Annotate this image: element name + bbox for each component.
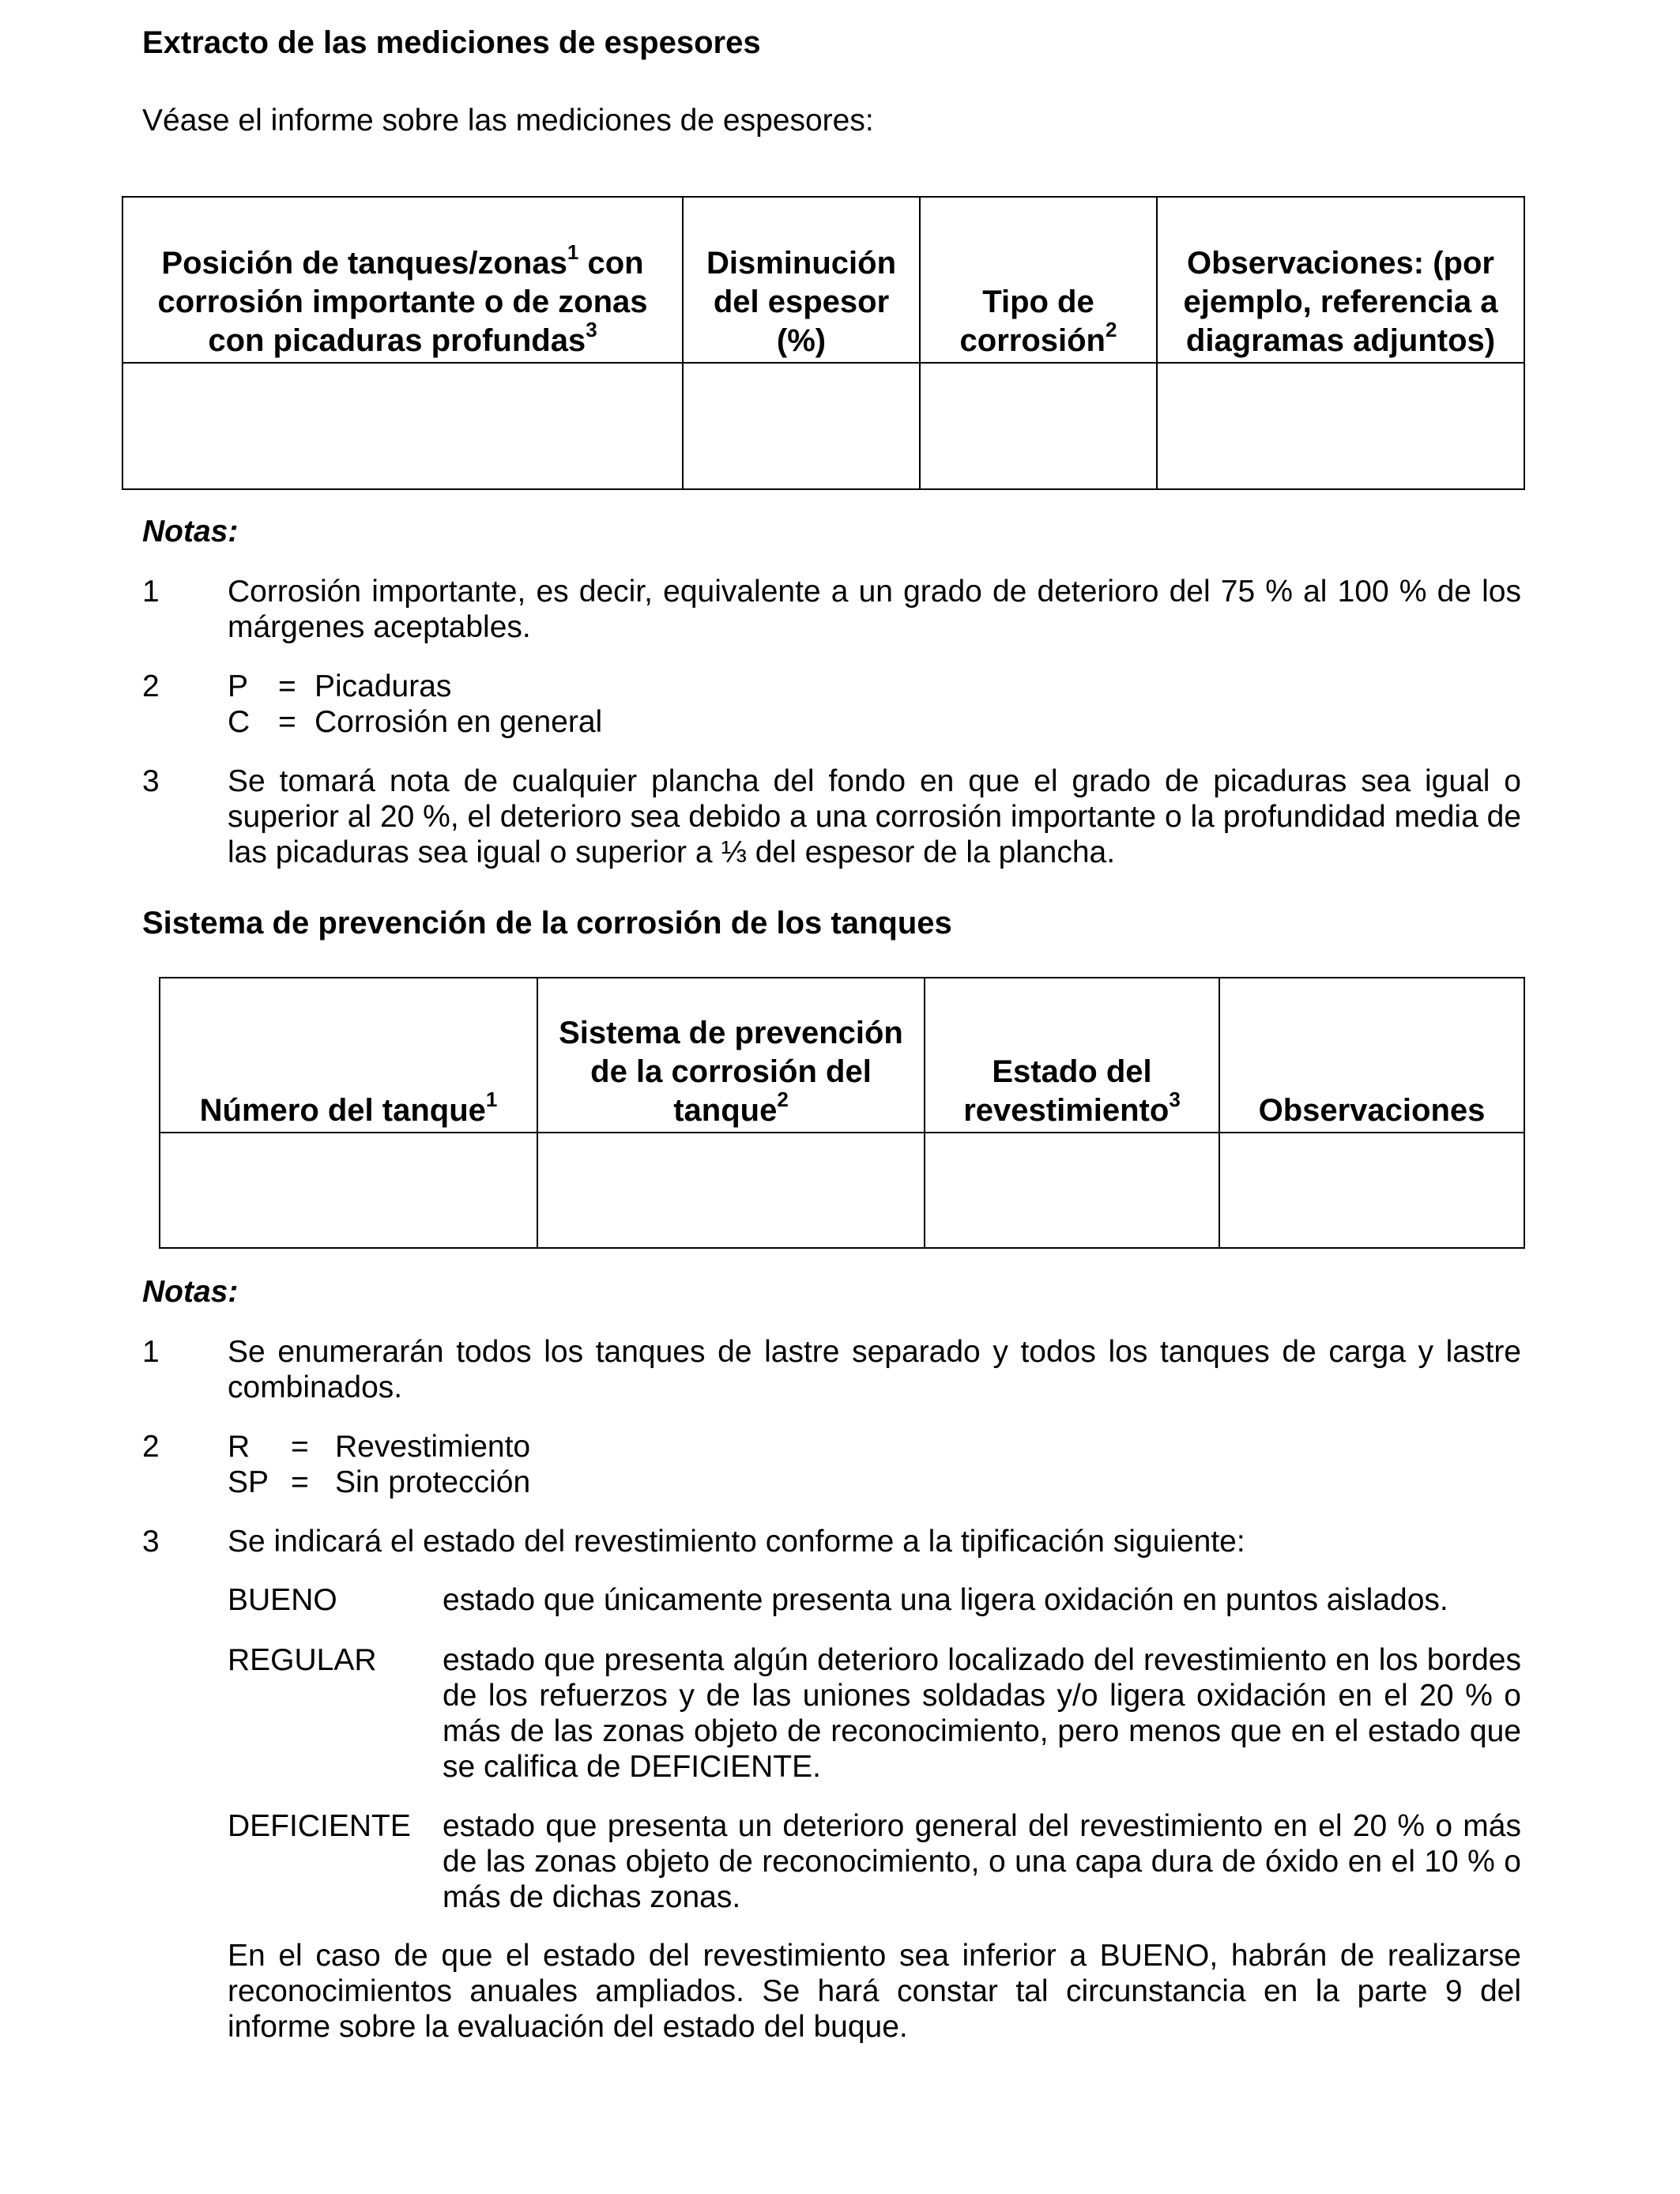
- intro-text: Véase el informe sobre las mediciones de espesores:: [142, 104, 874, 138]
- table-cell[interactable]: [1219, 1133, 1524, 1248]
- note-number: 3: [142, 1525, 160, 1559]
- header-coating-state: Estado del revestimiento$^3$: [925, 978, 1219, 1133]
- note-number: 1: [142, 1335, 160, 1369]
- table-cell[interactable]: [537, 1133, 925, 1248]
- condition-text: estado que únicamente presenta una ligera oxidación en puntos aislados.: [443, 1583, 1448, 1617]
- note-text: Se tomará nota de cualquier plancha del fondo en que el grado de picaduras sea igual o superior al 20 %, el deterioro sea debido a una corrosión importante o la profundidad media de las picaduras sea igual o superior a ⅓ del espesor de la plancha.: [228, 764, 1521, 869]
- definition-row: SP = Sin protección: [228, 1465, 531, 1499]
- definition-row: C = Corrosión en general: [228, 705, 603, 739]
- table-cell[interactable]: [920, 363, 1157, 489]
- notes-title: Notas:: [142, 515, 239, 548]
- notes-title: Notas:: [142, 1275, 239, 1309]
- table-row: [160, 1133, 1524, 1248]
- definition-list: [228, 1429, 1521, 1500]
- thickness-table: [122, 196, 1525, 490]
- section-heading-thickness: Extracto de las mediciones de espesores: [142, 25, 761, 60]
- condition-key: DEFICIENTE: [228, 1809, 411, 1843]
- definition-row: R = Revestimiento: [228, 1430, 531, 1464]
- header-thickness-reduction: Disminución del espesor (%): [683, 197, 920, 363]
- table-row: [122, 363, 1524, 489]
- condition-key: BUENO: [228, 1583, 337, 1617]
- table-cell[interactable]: [683, 363, 920, 489]
- header-corrosion-type: Tipo de corrosión$^2$: [920, 197, 1157, 363]
- condition-text: estado que presenta algún deterioro localizado del revestimiento en los bordes de los refuerzos y de las uniones soldadas y/o ligera oxidación en el 20 % o más de las zonas objeto de reconocimiento, pero menos que en el estado que se califica de DEFICIENTE.: [443, 1643, 1521, 1784]
- table-header-row: [160, 978, 1524, 1133]
- note-text: Corrosión importante, es decir, equivalente a un grado de deterioro del 75 % al 100 % de los márgenes aceptables.: [228, 575, 1521, 644]
- condition-key: REGULAR: [228, 1643, 377, 1677]
- note-text: Se enumerarán todos los tanques de lastre separado y todos los tanques de carga y lastre combinados.: [228, 1335, 1521, 1404]
- table-cell[interactable]: [925, 1133, 1219, 1248]
- header-observations: Observaciones: (por ejemplo, referencia a diagramas adjuntos): [1157, 197, 1524, 363]
- condition-text: estado que presenta un deterioro general del revestimiento en el 20 % o más de las zonas objeto de reconocimiento, o una capa dura de óxido en el 10 % o más de dichas zonas.: [443, 1809, 1521, 1914]
- table-cell[interactable]: [1157, 363, 1524, 489]
- definition-row: P = Picaduras: [228, 669, 452, 703]
- table-header-row: [122, 197, 1524, 363]
- note-number: 1: [142, 575, 160, 609]
- note-number: 2: [142, 669, 160, 703]
- corrosion-prevention-table: [159, 977, 1525, 1249]
- table-cell[interactable]: [122, 363, 683, 489]
- header-position: Posición de tanques/zonas$^1$ con corrosión importante o de zonas con picaduras profundas$^3$: [122, 197, 683, 363]
- header-prevention-system: Sistema de prevención de la corrosión del tanque$^2$: [537, 978, 925, 1133]
- header-observations: Observaciones: [1219, 978, 1524, 1133]
- closing-paragraph: En el caso de que el estado del revestimiento sea inferior a BUENO, habrán de realizarse reconocimientos anuales ampliados. Se hará constar tal circunstancia en la parte 9 del informe sobre la evaluación del estado del buque.: [228, 1939, 1521, 2044]
- note-text: Se indicará el estado del revestimiento conforme a la tipificación siguiente:: [228, 1525, 1245, 1559]
- note-number: 3: [142, 764, 160, 798]
- header-tank-number: Número del tanque$^1$: [160, 978, 537, 1133]
- section-heading-corrosion-prevention: Sistema de prevención de la corrosión de los tanques: [142, 906, 952, 941]
- table-cell[interactable]: [160, 1133, 537, 1248]
- note-number: 2: [142, 1430, 160, 1464]
- definition-list: [228, 669, 1521, 740]
